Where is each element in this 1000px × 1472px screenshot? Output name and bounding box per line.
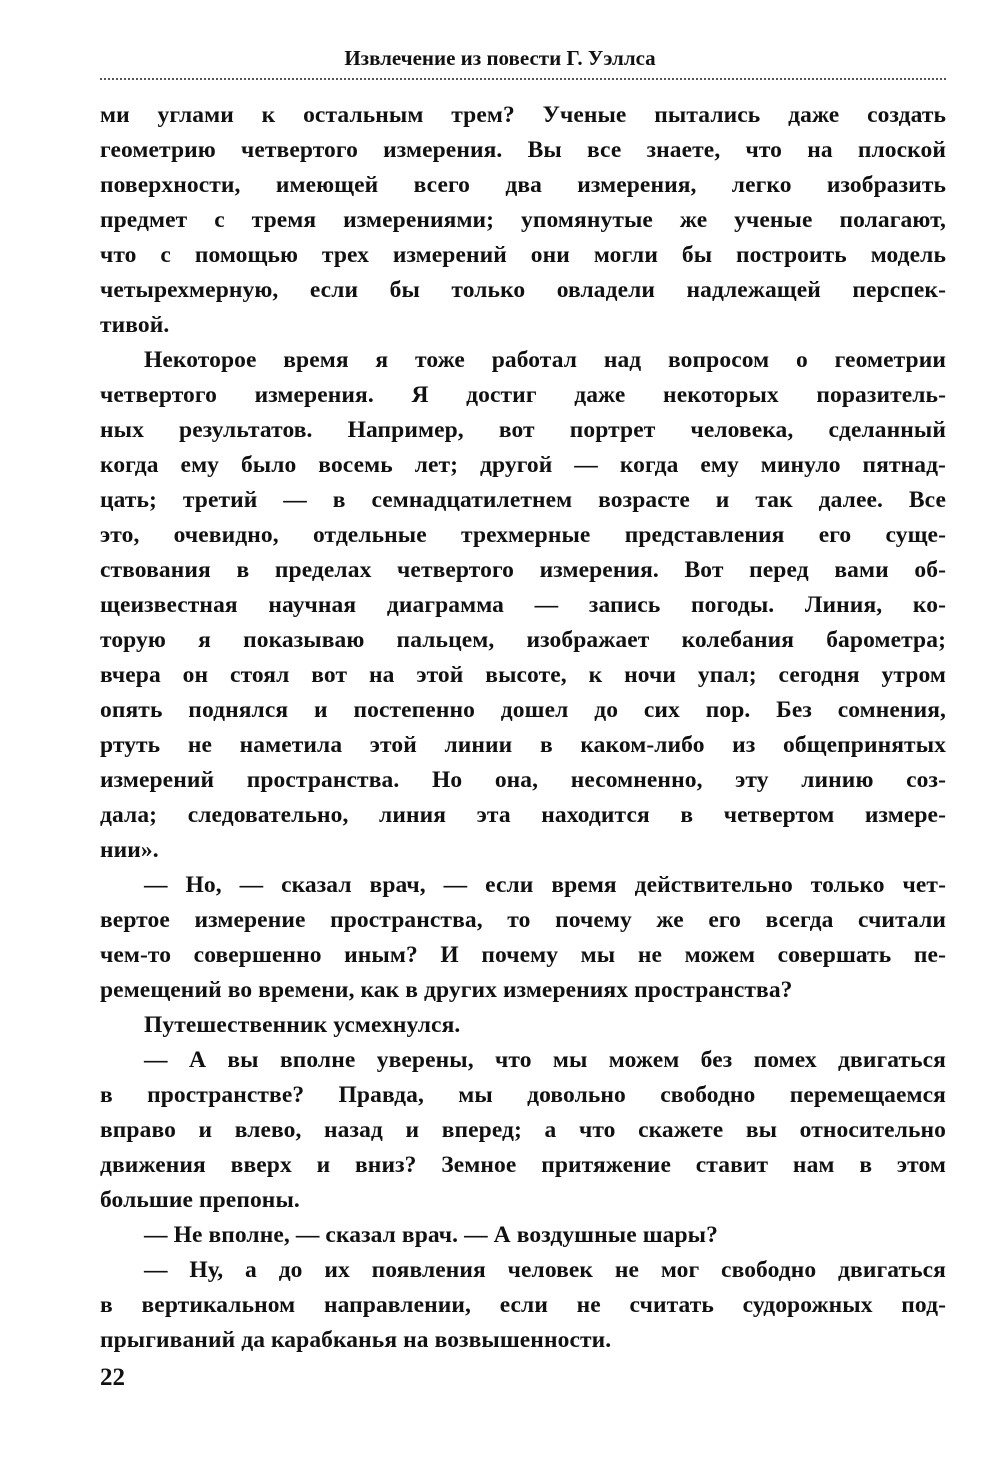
text-line: четырехмерную, если бы только овладели надлежащей перспек-: [100, 277, 946, 303]
text-line: ствования в пределах четвертого измерения. Вот перед вами об-: [100, 557, 946, 583]
text-line: предмет с тремя измерениями; упомянутые же ученые полагают,: [100, 207, 946, 233]
text-line: — А вы вполне уверены, что мы можем без помех двигаться: [144, 1047, 946, 1073]
text-line: вправо и влево, назад и вперед; а что скажете вы относительно: [100, 1117, 946, 1143]
text-line: прыгиваний да карабканья на возвышенности.: [100, 1327, 612, 1353]
text-line: дала; следовательно, линия эта находится в четвертом измере-: [100, 802, 946, 828]
text-line: нии».: [100, 837, 159, 863]
text-line: движения вверх и вниз? Земное притяжение ставит нам в этом: [100, 1152, 946, 1178]
text-line: ртуть не наметила этой линии в каком-либо из общепринятых: [100, 732, 946, 758]
text-line: это, очевидно, отдельные трехмерные представления его суще-: [100, 522, 946, 548]
page-number: 22: [100, 1364, 125, 1391]
text-line: четвертого измерения. Я достиг даже некоторых поразитель-: [100, 382, 946, 408]
text-line: большие препоны.: [100, 1187, 300, 1213]
text-line: что с помощью трех измерений они могли бы построить модель: [100, 242, 946, 268]
text-line: геометрию четвертого измерения. Вы все знаете, что на плоской: [100, 137, 946, 163]
text-line: измерений пространства. Но она, несомненно, эту линию соз-: [100, 767, 946, 793]
text-line: вчера он стоял вот на этой высоте, к ночи упал; сегодня утром: [100, 662, 946, 688]
text-line: когда ему было восемь лет; другой — когда ему минуло пятнад-: [100, 452, 946, 478]
running-header: Извлечение из повести Г. Уэллса: [344, 46, 656, 70]
text-line: ми углами к остальным трем? Ученые пытались даже создать: [100, 102, 946, 128]
text-line: в вертикальном направлении, если не считать судорожных под-: [100, 1292, 946, 1318]
text-line: тивой.: [100, 312, 170, 338]
header-divider: [100, 78, 946, 80]
text-line: — Не вполне, — сказал врач. — А воздушные шары?: [144, 1222, 718, 1248]
text-line: Некоторое время я тоже работал над вопросом о геометрии: [144, 347, 946, 373]
text-line: торую я показываю пальцем, изображает колебания барометра;: [100, 627, 946, 653]
text-line: цать; третий — в семнадцатилетнем возрасте и так далее. Все: [100, 487, 946, 513]
text-line: Путешественник усмехнулся.: [144, 1012, 461, 1038]
text-line: поверхности, имеющей всего два измерения, легко изобразить: [100, 172, 946, 198]
text-line: вертое измерение пространства, то почему же его всегда считали: [100, 907, 946, 933]
text-line: чем-то совершенно иным? И почему мы не можем совершать пе-: [100, 942, 946, 968]
text-line: опять поднялся и постепенно дошел до сих пор. Без сомнения,: [100, 697, 946, 723]
text-line: щеизвестная научная диаграмма — запись погоды. Линия, ко-: [100, 592, 946, 618]
text-line: ремещений во времени, как в других измерениях пространства?: [100, 977, 793, 1003]
text-line: ных результатов. Например, вот портрет человека, сделанный: [100, 417, 946, 443]
text-line: в пространстве? Правда, мы довольно свободно перемещаемся: [100, 1082, 946, 1108]
text-line: — Но, — сказал врач, — если время действительно только чет-: [144, 872, 946, 898]
page-body: [100, 98, 946, 1358]
text-line: — Ну, а до их появления человек не мог свободно двигаться: [144, 1257, 946, 1283]
